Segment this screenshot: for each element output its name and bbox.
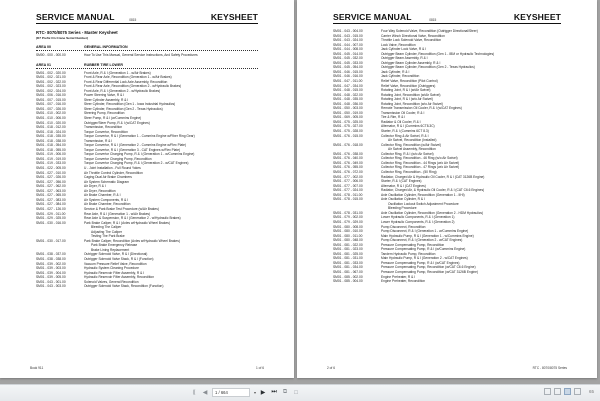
section-description: Jack Cylinder, R & I	[381, 69, 410, 74]
section-code: SM01 - 027 - 083.00	[36, 197, 66, 202]
section-description: Park Brake Emergency Release	[91, 243, 138, 248]
section-description: How To Use This Manual, General Service Instructions, And Safety Procedures	[84, 53, 198, 57]
section-code: SM01 - 079 - 002.00	[333, 215, 363, 220]
section-code: SM01 - 018 - 054.00	[36, 143, 66, 148]
section-code: SM01 - 043 - 001.00	[36, 279, 66, 284]
section-code: SM01 - 010 - 020.00	[36, 120, 66, 125]
section-code: SM01 - 044 - 007.00	[333, 42, 363, 47]
section-code: SM01 - 077 - 002.00	[333, 174, 363, 179]
section-description: Collector Ring & Air Swivel, R & I	[381, 133, 429, 138]
section-code: SM01 - 029 - 011.00	[36, 211, 66, 216]
section-description: Air Throttle Control Cylinder, Recondition	[84, 170, 143, 175]
section-code: SM01 - 069 - 005.00	[333, 115, 363, 120]
section-description: Collector Ring, R & I (w/o Air Swivel)	[381, 151, 434, 156]
section-description: Hydraulic System Cleaning Procedure	[84, 266, 139, 271]
section-description: Collector Ring, Recondition - 47 Rings (w/o Air Swivel)	[381, 165, 460, 170]
doc-subtitle: (D7 Prefix On Crane Serial Number)	[36, 36, 89, 40]
section-code: SM01 - 027 - 063.00	[36, 188, 66, 193]
section-code: SM01 - 006 - 016.00	[36, 93, 66, 98]
section-code: SM01 - 081 - 023.00	[333, 247, 363, 252]
section-description: Rotating Joint, Recondition (w/o Air Swivel)	[381, 101, 443, 106]
section-description: Starter, R & I (Cummins 6CT 8.3)	[381, 129, 429, 134]
header-keysheet: KEYSHEET	[210, 12, 258, 22]
last-page-icon[interactable]: ⏭	[271, 389, 277, 395]
section-description: Pressure Compensating Pump, Recondition	[381, 242, 445, 247]
footer-page-count: 1 of 6	[256, 366, 264, 370]
section-code: SM01 - 075 - 025.00	[333, 119, 363, 124]
section-description: Transmission Oil Cooler, R & I	[381, 110, 425, 115]
page-header	[333, 12, 561, 24]
section-description: Transmission, Recondition	[84, 125, 123, 130]
section-code: SM01 - 045 - 033.00	[333, 60, 363, 65]
section-code: SM01 - 085 - 002.00	[333, 274, 363, 279]
section-description: Park Brake Caliper, Recondition (Axles w/Hydraulic Wheel Brakes)	[84, 238, 180, 243]
list-item	[333, 279, 561, 284]
prev-page-icon[interactable]: ◀	[202, 390, 208, 396]
section-description: Radiator & Oil Cooler, R & I	[381, 119, 421, 124]
section-code: SM01 - 081 - 033.00	[333, 260, 363, 265]
doc-title: RTC- 8070/8075 Series - Master Keysheet	[36, 30, 118, 35]
scroll-view-icon[interactable]	[574, 388, 581, 395]
section-description: Alternator, R & I (Cummins 6CT8.3C)	[381, 124, 435, 129]
section-code: SM01 - 039 - 003.00	[36, 266, 66, 271]
section-description: Relief Valve, Recondition (Outriggers)	[381, 83, 436, 88]
section-description: Jack Cylinder Lock Valve, R & I	[381, 47, 427, 52]
section-description: Torque Convertor, R & I (Generation 2 - Cummins Engine w/Flex Plate)	[84, 143, 187, 148]
section-code: SM01 - 045 - 032.00	[333, 56, 363, 61]
section-description: Caging Dual Air Brake Chambers	[84, 175, 132, 180]
section-description: Relief Valve, Recondition (Pilot Control)	[381, 79, 438, 84]
header-keysheet: KEYSHEET	[513, 12, 561, 22]
section-code: SM01 - 038 - 037.00	[36, 252, 66, 257]
list-item	[36, 53, 258, 58]
footer-page-count: 2 of 6	[327, 366, 335, 370]
section-code: SM01 - 022 - 005.00	[36, 166, 66, 171]
section-description: Air Brake Chamber, Recondition	[84, 202, 131, 207]
section-code: SM01 - 081 - 022.00	[333, 242, 363, 247]
section-code: SM00 - 000 - 000.00	[36, 53, 66, 57]
section-description: Park Brake Caliper, R & I (Axles w/Hydraulic Wheel Brakes)	[84, 220, 170, 225]
section-code: SM01 - 027 - 126.00	[36, 206, 66, 211]
zoom-level[interactable]: 65	[588, 389, 594, 394]
header-code: 0815	[429, 18, 437, 22]
section-description: Outrigger/Steer Pump, R & I (w/CAT Engines)	[84, 120, 150, 125]
section-code: SM01 - 027 - 084.00	[36, 202, 66, 207]
section-description: Collector Ring, Recondition - (50 Ring)	[381, 169, 437, 174]
next-page-icon[interactable]: ▶	[260, 390, 266, 396]
section-code: SM01 - 002 - 022.00	[36, 79, 66, 84]
section-code: SM01 - 045 - 054.00	[333, 65, 363, 70]
section-description: Adjusting The Caliper	[91, 229, 123, 234]
page-footer	[327, 366, 567, 370]
section-code: SM01 - 076 - 072.00	[333, 169, 363, 174]
section-description: Pump Disconnect, R & I (Generation 1 - w/Cummins Engine)	[381, 229, 469, 234]
section-description: Oscillation Lockout Switch Adjustment Procedure	[388, 201, 459, 206]
section-code: SM01 - 010 - 006.00	[36, 116, 66, 121]
page-1	[0, 0, 294, 378]
section-description: Air System Schematic Diagram	[84, 179, 129, 184]
section-code: SM01 - 080 - 048.00	[333, 238, 363, 243]
section-description: Outrigger Solenoid Valve Stack, R & I (Function)	[84, 256, 154, 261]
section-description: Throttle Lock Solenoid Valve, Recondition	[381, 38, 442, 43]
section-code: SM01 - 027 - 062.00	[36, 184, 66, 189]
section-code: SM01 - 043 - 015.00	[333, 33, 363, 38]
section-code: SM01 - 019 - 019.00	[36, 156, 66, 161]
area-00-heading	[36, 45, 258, 51]
section-code: SM01 - 018 - 038.00	[36, 138, 66, 143]
section-code: SM01 - 050 - 003.00	[333, 106, 363, 111]
section-description: Carrier Winch Directional Valve, Recondition	[381, 33, 445, 38]
section-code: SM01 - 030 - 017.00	[36, 238, 66, 243]
section-code: SM01 - 029 - 025.00	[36, 216, 66, 221]
section-description: Air Swivel Assembly, Recondition	[388, 147, 436, 152]
section-code: SM01 - 018 - 024.00	[36, 129, 66, 134]
section-code: SM01 - 047 - 011.00	[333, 79, 363, 84]
section-description: Engine Preheater, Recondition	[381, 279, 426, 284]
section-description: Air System Components, R & I	[84, 197, 129, 202]
area-00-list	[36, 53, 258, 58]
section-description: Collector Ring, Recondition - 46 Ring (w/o Air Swivel)	[381, 156, 458, 161]
area-01-heading	[36, 63, 258, 69]
header-code: 0815	[129, 18, 137, 22]
section-description: Pump Disconnect, Recondition	[381, 224, 426, 229]
section-code: SM01 - 080 - 010.00	[333, 229, 363, 234]
section-code: SM01 - 047 - 034.00	[333, 83, 363, 88]
fit-page-icon[interactable]: □	[294, 389, 298, 396]
continuous-view-icon[interactable]	[554, 388, 561, 395]
section-code: SM01 - 075 - 027.00	[333, 124, 363, 129]
section-code: SM01 - 038 - 038.00	[36, 256, 66, 261]
section-description: Solenoid Valves, General Recondition	[84, 279, 139, 284]
section-code: SM01 - 018 - 012.00	[36, 125, 66, 130]
section-description: Rotating Joint, Recondition (w/Air Swivel)	[381, 92, 441, 97]
section-code: SM01 - 076 - 015.00	[333, 133, 363, 138]
section-description: Rear Axle, R & I (Generation 1 - w/Air Brakes)	[84, 211, 151, 216]
section-code: SM01 - 018 - 055.00	[36, 147, 66, 152]
two-page-view-icon[interactable]	[564, 388, 571, 395]
section-code: SM01 - 039 - 002.00	[36, 261, 66, 266]
section-code: SM01 - 076 - 038.00	[333, 151, 363, 156]
section-description: Tandem Hydraulic Pump, Recondition	[381, 251, 436, 256]
section-code: SM01 - 076 - 055.00	[333, 165, 363, 170]
section-code: SM01 - 078 - 011.00	[333, 192, 363, 197]
section-code: SM01 - 039 - 004.00	[36, 270, 66, 275]
section-description: Testing The Park Brake	[91, 234, 125, 239]
section-description: Air Brake Chamber, R & I	[84, 193, 121, 198]
footer-series: RTC - 8070/8075 Series	[532, 366, 567, 370]
section-description: Torque Convertor, R & I (Generation 1 - Cummins Engine w/Fiber Ring Gear)	[84, 134, 195, 139]
section-description: Outrigger Beam Cylinder Assembly, R & I	[381, 60, 441, 65]
section-code: SM01 - 076 - 040.00	[333, 156, 363, 161]
section-code: SM01 - 018 - 035.00	[36, 134, 66, 139]
section-code: SM01 - 002 - 020.00	[36, 70, 66, 75]
page-header	[36, 12, 258, 24]
page-dropdown-icon[interactable]: ▾	[254, 390, 257, 395]
section-description: Rotating Joint, R & I (w/Air Swivel)	[381, 88, 431, 93]
section-description: Torque Convertor Charging Pump, R & I (Generation 1 - w/Cummins Engine)	[84, 152, 195, 157]
area-01-list	[36, 71, 258, 289]
section-description: Air Swivel, Recondition (Installed)	[388, 138, 437, 143]
section-code: SM01 - 007 - 015.00	[36, 97, 66, 102]
section-code: SM01 - 002 - 023.00	[36, 84, 66, 89]
section-description: Service & Park Brake Test Procedure (w/Air Brakes)	[84, 206, 159, 211]
header-title: SERVICE MANUAL	[333, 12, 412, 22]
section-description: Outrigger Solenoid Valve Stack, Recondition (Function)	[84, 284, 164, 289]
section-code: SM01 - 081 - 034.00	[333, 265, 363, 270]
area-title: GENERAL INFORMATION	[84, 45, 128, 49]
first-page-icon[interactable]: ⟪	[192, 390, 196, 396]
section-code: SM01 - 002 - 021.00	[36, 75, 66, 80]
section-code: SM01 - 077 - 006.00	[333, 179, 363, 184]
section-description: Lower Hydraulic Components, R & I (Generation 2)	[381, 219, 455, 224]
section-code: SM01 - 030 - 016.00	[36, 220, 66, 225]
section-code: SM01 - 045 - 014.00	[333, 51, 363, 56]
section-code: SM01 - 019 - 006.00	[36, 152, 66, 157]
section-description: Outrigger Beam Cylinder, Recondition (Gen 2 - Texas Hydraulics)	[381, 65, 475, 70]
section-code: SM01 - 043 - 003.00	[36, 284, 66, 289]
section-code: SM01 - 078 - 031.00	[333, 210, 363, 215]
section-code: SM01 - 078 - 015.00	[333, 197, 363, 202]
section-description: Jack Cylinder, Recondition	[381, 74, 420, 79]
section-description: Pressure Compensating Pump, R & I (w/Cummins Engine)	[381, 247, 466, 252]
section-code: SM01 - 048 - 036.00	[333, 101, 363, 106]
section-code: SM01 - 010 - 002.00	[36, 111, 66, 116]
section-description: Pump Disconnect, R & I (Generation 2 - w/CAT Engines)	[381, 238, 463, 243]
section-description: Lower Hydraulic Components, R & I (Generation 1)	[381, 215, 455, 220]
section-description: Steer Cylinder, Recondition (Gen 2 - Texas Hydraulics)	[84, 106, 163, 111]
page-navigation	[190, 388, 300, 397]
section-description: Tire & Rim, R & I	[381, 115, 406, 120]
section-code: SM01 - 048 - 035.00	[333, 97, 363, 102]
section-description: Main Hydraulic Pump, R & I (Generation 1 - w/Cummins Engine)	[381, 233, 474, 238]
section-code: SM01 - 075 - 028.00	[333, 129, 363, 134]
section-description: Bleeding The Caliper	[91, 225, 122, 230]
section-description: Steer Cylinder Assembly, R & I	[84, 97, 129, 102]
section-description: Lock Valve, Recondition	[381, 42, 416, 47]
single-page-view-icon[interactable]	[544, 388, 551, 395]
viewer-toolbar	[0, 384, 600, 401]
section-code: SM01 - 081 - 025.00	[333, 251, 363, 256]
section-description: Transmission, R & I	[84, 138, 113, 143]
header-title: SERVICE MANUAL	[36, 12, 115, 22]
section-description: Air Dryer, R & I	[84, 184, 106, 189]
section-code: SM01 - 079 - 029.00	[333, 219, 363, 224]
section-description: Brake Lining Replacement	[91, 247, 130, 252]
section-code: SM01 - 076 - 049.00	[333, 160, 363, 165]
section-code: SM01 - 027 - 010.00	[36, 170, 66, 175]
section-description: Torque Convertor, R & I (Generation 3 - CAT Engines w/Flex Plate)	[84, 147, 181, 152]
page-footer	[30, 366, 264, 370]
section-code: SM01 - 077 - 024.00	[333, 188, 363, 193]
section-code: SM01 - 027 - 026.00	[36, 175, 66, 180]
section-code: SM01 - 085 - 004.00	[333, 279, 363, 284]
keysheet-list	[333, 29, 561, 284]
section-description: Outrigger Solenoid Valve, R & I (Directional)	[84, 252, 148, 257]
section-description: Axle Oscillation Cylinder, R & I	[381, 197, 425, 202]
section-description: Alternator, R & I (CAT Engines)	[381, 183, 426, 188]
view-mode-tools	[544, 388, 594, 395]
section-description: Outrigger Beam Assembly, R & I	[381, 56, 428, 61]
section-description: Front & Rear Axle, Recondition (Generation 1 - w/Air Brakes)	[84, 75, 172, 80]
section-code: SM01 - 002 - 024.00	[36, 88, 66, 93]
section-description: Engine Preheater, R & I	[381, 274, 416, 279]
section-description: Steering Pump, Recondition	[84, 111, 125, 116]
section-description: Torque Convertor Charging Pump, R & I (Generation 2 - w/CAT Engines)	[84, 161, 189, 166]
section-description: Starter, R & I (CAT Engines)	[381, 179, 422, 184]
section-code: SM01 - 077 - 007.00	[333, 183, 363, 188]
footer-book: Book 911	[30, 366, 44, 370]
section-code: SM01 - 044 - 008.00	[333, 47, 363, 52]
section-code: SM01 - 043 - 024.00	[333, 38, 363, 43]
section-description: Steer Pump, R & I (w/Cummins Engine)	[84, 116, 142, 121]
section-code: SM01 - 080 - 011.00	[333, 233, 363, 238]
section-description: Front & Rear Axle, Recondition (Generation 2 - w/Hydraulic Brakes)	[84, 84, 182, 89]
section-description: Collector Ring, Recondition (w/Air Swivel)	[381, 142, 441, 147]
section-description: Collector Ring, Recondition - 44 Rings (w/o Air Swivel)	[381, 160, 460, 165]
area-title: RUBBER TIRE LOWER	[84, 62, 123, 67]
section-description: Axle Oscillation Cylinder, Recondition (Generation 2 - HDM Hydraulics)	[381, 210, 484, 215]
section-code: SM01 - 046 - 016.00	[333, 74, 363, 79]
section-description: Steer Cylinder, Recondition (Gen 1 - Iowa Industrial Hydraulics)	[84, 102, 176, 107]
section-description: Front Axle, R & I (Generation 2 - w/Hydraulic Brakes)	[84, 88, 161, 93]
section-description: Bleeding Procedure	[388, 206, 417, 211]
section-description: Front Axle, R & I (Generation 1 - w/Air Brakes)	[84, 70, 151, 75]
section-description: Rear Axle & Suspension, R & I (Generation 2 - w/Hydraulic Brakes)	[84, 216, 181, 221]
section-description: Hydraulic Reservoir Filter Assembly, R & I	[84, 270, 145, 275]
section-code: SM01 - 039 - 005.00	[36, 275, 66, 280]
section-code: SM01 - 027 - 065.00	[36, 193, 66, 198]
section-description: Power Steering Valve, R & I	[84, 93, 125, 98]
section-description: Torque Convertor, Recondition	[84, 129, 128, 134]
section-description: Radiator, Charged Air & Hydraulic Oil Cooler, R & I (CAT 3126B Engine)	[381, 174, 485, 179]
section-description: Rotating Joint, R & I (w/o Air Swivel)	[381, 97, 434, 102]
section-description: Pressure Compensating Pump, Recondition (w/CAT 3126B Engine)	[381, 269, 479, 274]
section-code: SM01 - 046 - 015.00	[333, 69, 363, 74]
section-code: SM01 - 048 - 022.00	[333, 92, 363, 97]
section-code: SM01 - 081 - 067.00	[333, 269, 363, 274]
section-code: SM01 - 076 - 018.00	[333, 142, 363, 147]
section-description: Torque Convertor Charging Pump, Recondition	[84, 156, 152, 161]
section-code: SM01 - 080 - 008.00	[333, 224, 363, 229]
section-code: SM01 - 043 - 004.00	[333, 29, 363, 33]
section-description: Axle Oscillation Cylinder, Recondition (Generation 1 - IIHI)	[381, 192, 465, 197]
section-code: SM01 - 050 - 019.00	[333, 110, 363, 115]
section-description: Outrigger Beam Cylinder, Recondition (Gen 1 - IBM or Hydraulic Technologies)	[381, 51, 495, 56]
section-description: Pressure Compensating Pump, R & I (w/CAT Engines)	[381, 260, 460, 265]
section-description: Main Hydraulic Pump, R & I (Generation 2 - w/CAT Engines)	[381, 256, 468, 261]
section-description: Pressure Compensating Pump, Recondition (w/CAT C6.6 Engine)	[381, 265, 476, 270]
section-description: Front & Rear Differential Lock Axle Assembly, Recondition	[84, 79, 168, 84]
section-description: Hydraulic Reservoir Filter Assembly, Recondition	[84, 275, 155, 280]
section-description: Remote Transmission Oil Cooler, R & I (w/CAT Engines)	[381, 106, 462, 111]
section-code: SM01 - 019 - 033.00	[36, 161, 66, 166]
section-code: SM01 - 007 - 016.00	[36, 102, 66, 107]
section-description: U - Joint Installation - Full Round Yokes	[84, 166, 141, 171]
area-label: AREA 00	[36, 45, 52, 49]
page-number-input[interactable]	[212, 388, 250, 397]
section-description: Four Way Solenoid Valve, Recondition (Outrigger Directional/Steer)	[381, 29, 478, 33]
section-description: Radiator, Charged Air, & Hydraulic Oil Cooler, R & I (CAT C6.6 Engines)	[381, 188, 485, 193]
section-description: Air Dryer, Recondition	[84, 188, 116, 193]
section-code: SM01 - 048 - 015.00	[333, 88, 363, 93]
page-2	[297, 0, 597, 378]
section-code: SM01 - 081 - 031.00	[333, 256, 363, 261]
list-item	[36, 284, 258, 289]
rotate-icon[interactable]: ⧉	[282, 389, 288, 395]
section-description: Vacuum Pressure Relief Valve, Recondition	[84, 261, 147, 266]
section-code: SM01 - 007 - 026.00	[36, 106, 66, 111]
section-code: SM01 - 027 - 056.00	[36, 179, 66, 184]
area-label: AREA 01	[36, 62, 52, 67]
